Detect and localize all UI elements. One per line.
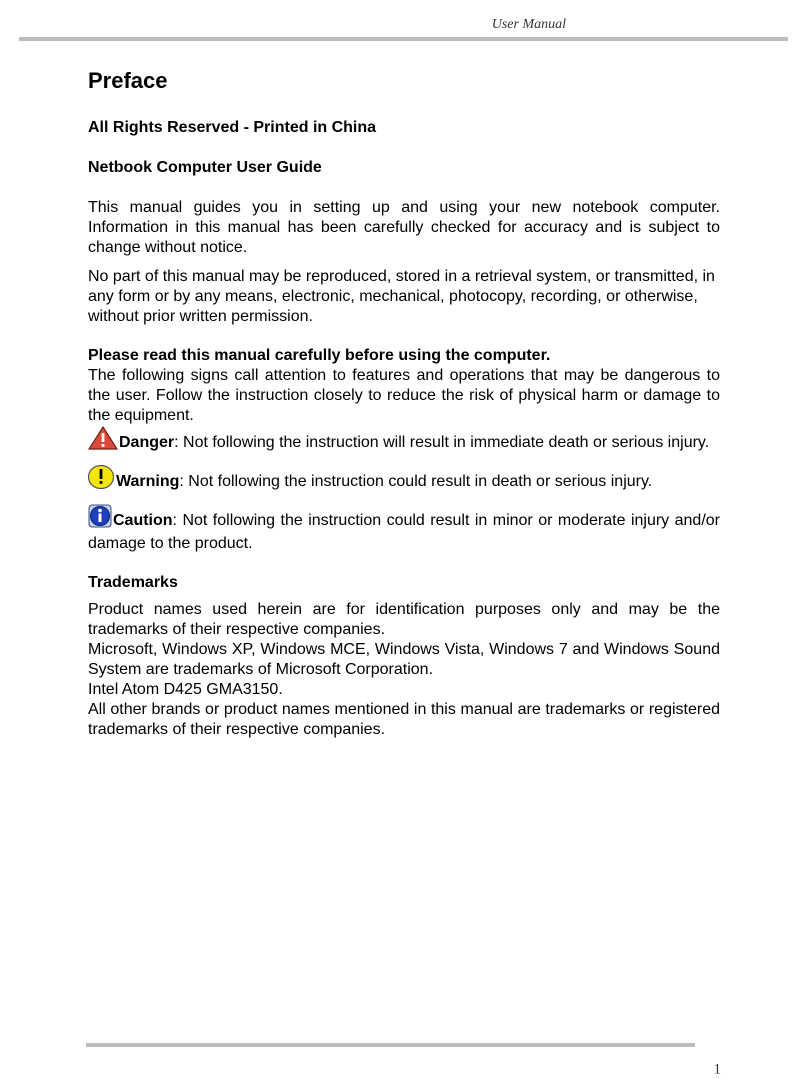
caution-label: Caution xyxy=(113,512,173,529)
rights-line: All Rights Reserved - Printed in China xyxy=(88,119,377,136)
page-number: 1 xyxy=(713,1061,721,1078)
header-title: User Manual xyxy=(491,17,566,32)
footer-rule xyxy=(86,1043,695,1047)
trademarks-heading: Trademarks xyxy=(88,574,178,591)
trademarks-paragraph-1: Product names used herein are for identification purposes only and may be the trademarks of their respective companies. xyxy=(88,601,720,638)
page-title: Preface xyxy=(88,68,168,93)
no-reproduction-paragraph: No part of this manual may be reproduced, stored in a retrieval system, or transmitted, in any form or by any means, electronic, mechanical, photocopy, recording, or otherwise, without prior written permission. xyxy=(88,268,715,325)
warning-text: : Not following the instruction could result in death or serious injury. xyxy=(179,473,653,490)
signs-intro-paragraph: The following signs call attention to features and operations that may be dangerous to the user. Follow the instruction closely to reduce the risk of physical harm or damage to the equipment. xyxy=(88,367,720,424)
warning-sign xyxy=(88,465,720,495)
page-content xyxy=(88,66,720,740)
danger-icon xyxy=(88,426,118,456)
warning-icon xyxy=(88,465,115,495)
trademarks-paragraph-4: All other brands or product names mentioned in this manual are trademarks or registered trademarks of their respective companies. xyxy=(88,701,720,738)
intro-paragraph: This manual guides you in setting up and using your new notebook computer. Information in this manual has been carefully checked for accuracy and is subject to change without notice. xyxy=(88,199,720,256)
warning-label: Warning xyxy=(116,473,180,490)
caution-text: : Not following the instruction could result in minor or moderate injury and/or damage to the product. xyxy=(88,512,720,552)
danger-text: : Not following the instruction will result in immediate death or serious injury. xyxy=(174,434,710,451)
danger-label: Danger xyxy=(119,434,175,451)
read-carefully-line: Please read this manual carefully before using the computer. xyxy=(88,347,551,364)
trademarks-paragraph-2: Microsoft, Windows XP, Windows MCE, Windows Vista, Windows 7 and Windows Sound System are trademarks of Microsoft Corporation. xyxy=(88,641,720,678)
trademarks-paragraph-3: Intel Atom D425 GMA3150. xyxy=(88,681,283,698)
caution-sign xyxy=(88,504,720,554)
danger-sign xyxy=(88,426,720,456)
guide-title: Netbook Computer User Guide xyxy=(88,159,322,176)
header-rule xyxy=(19,37,788,41)
caution-icon xyxy=(88,504,112,534)
